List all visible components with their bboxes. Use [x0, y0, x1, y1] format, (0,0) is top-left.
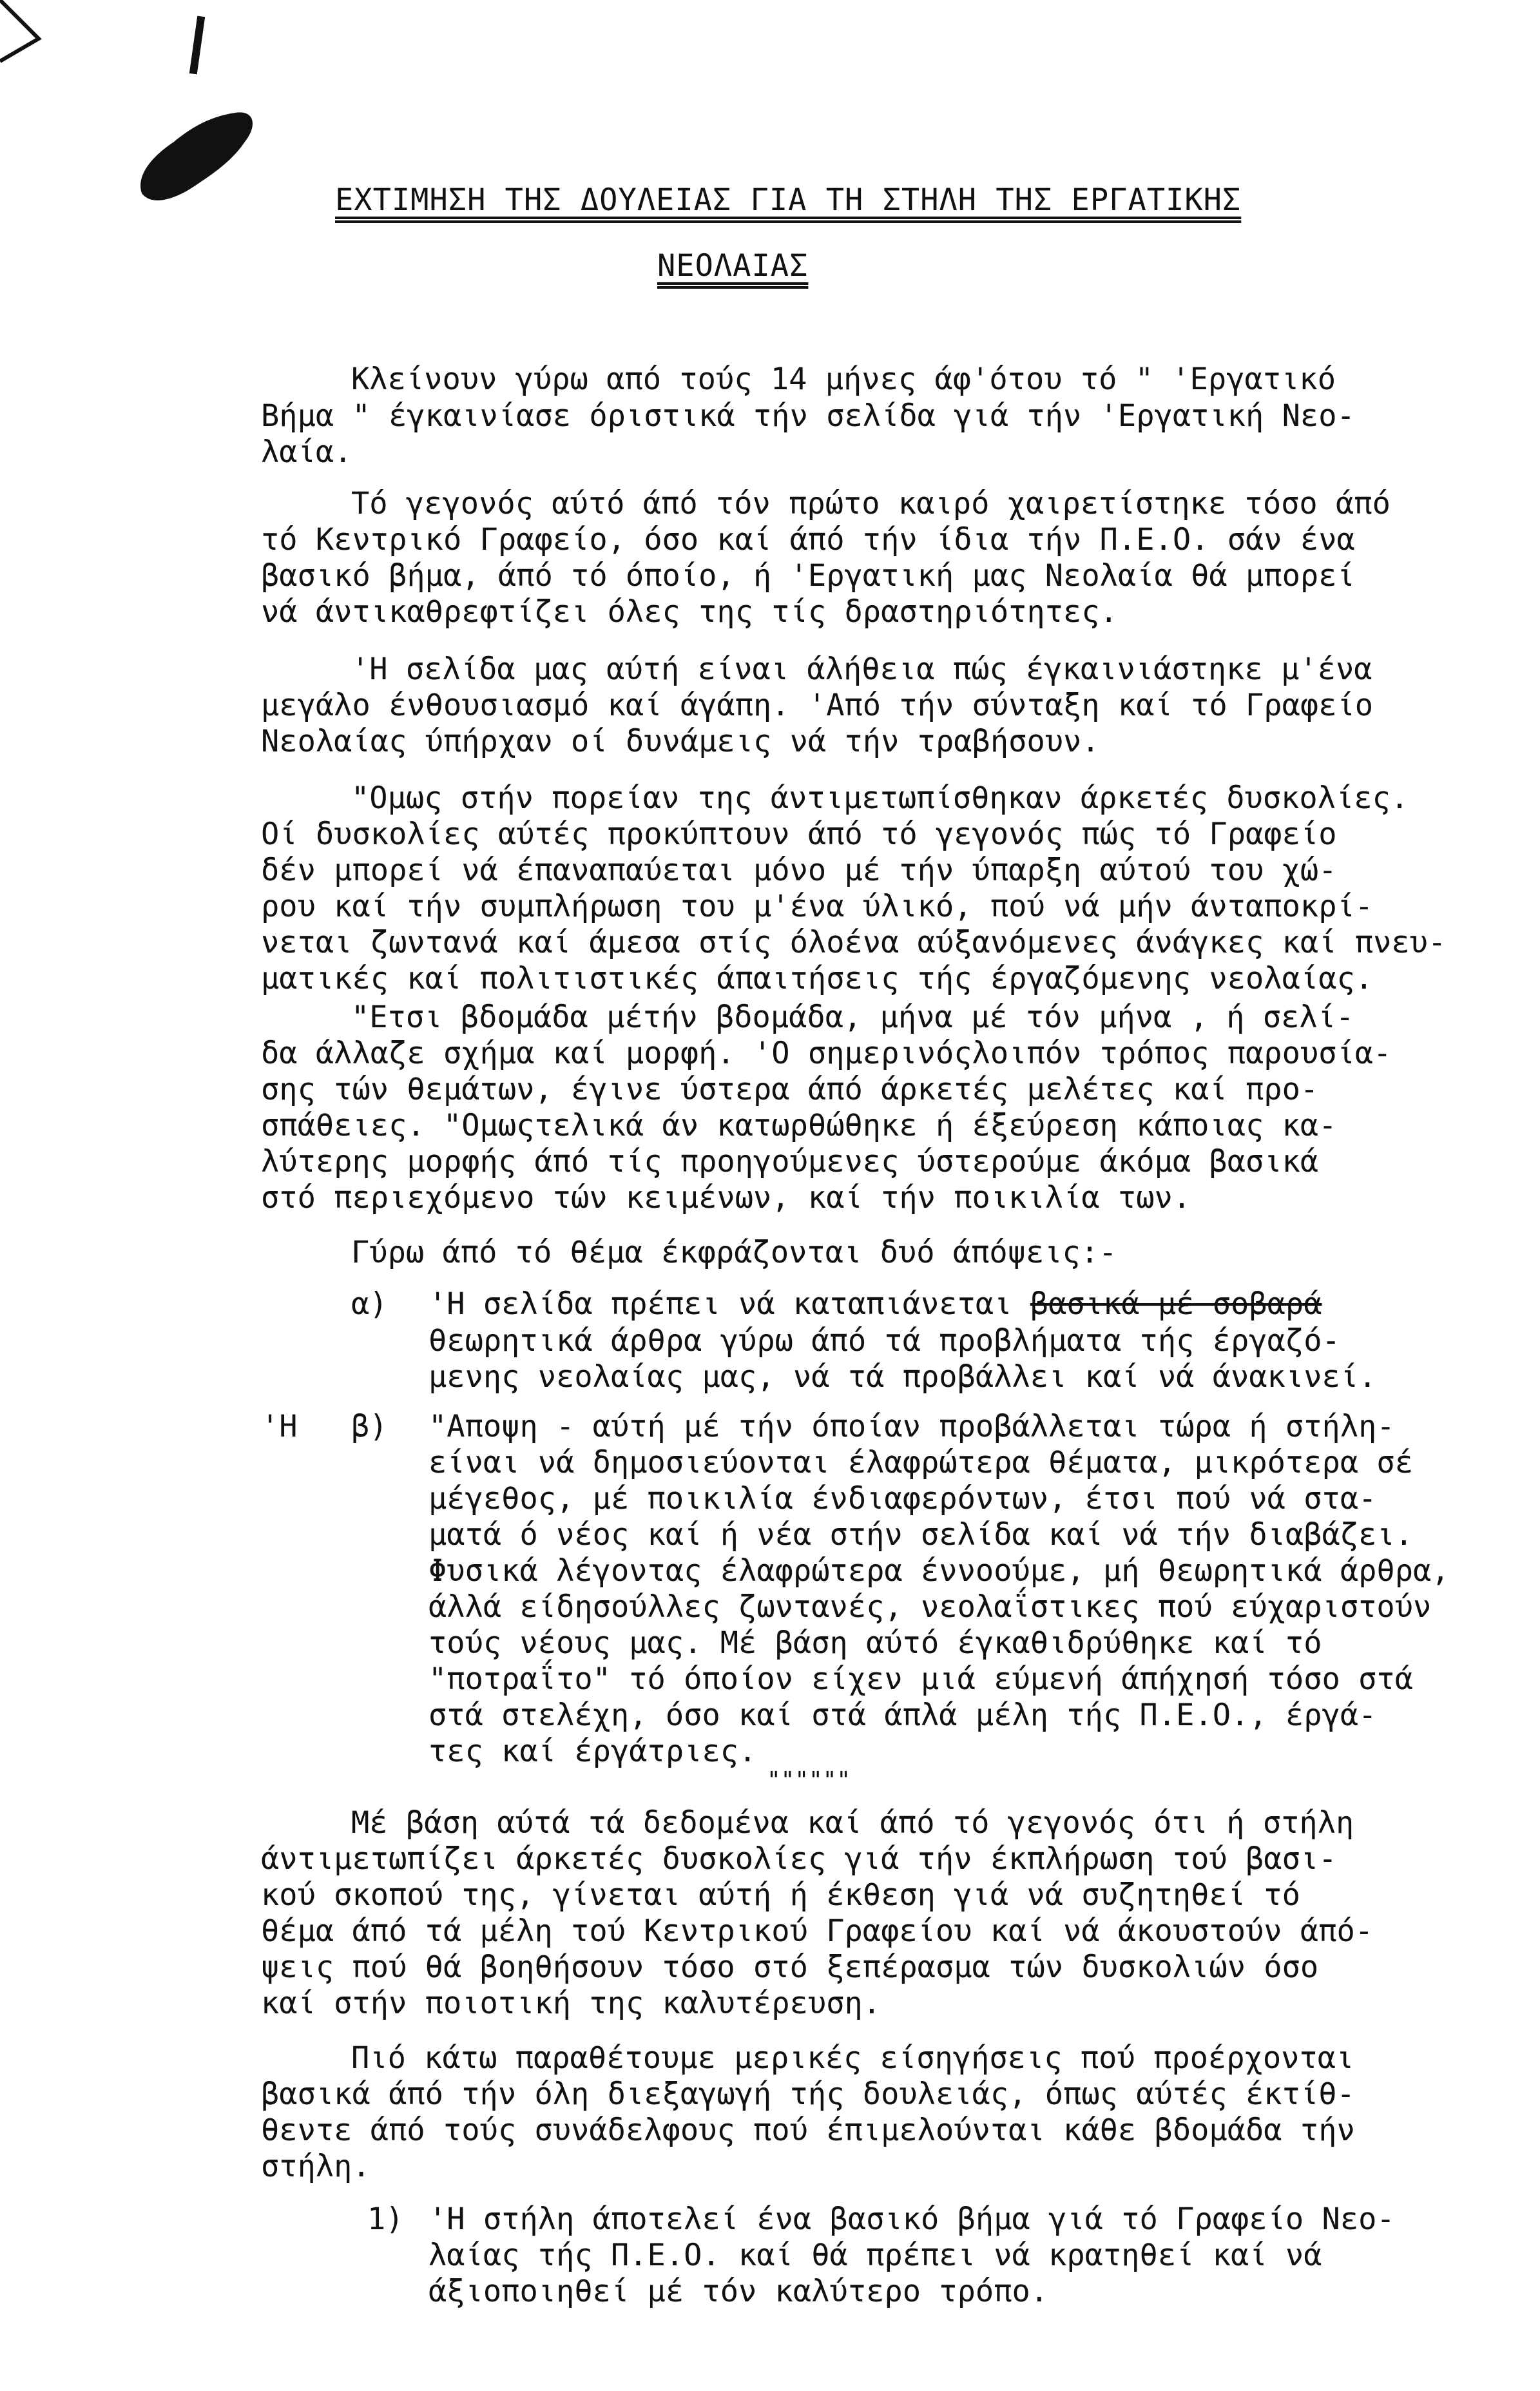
paragraph-line: στά στελέχη, όσο καί στά άπλά μέλη τής Π.Ε.Ο., έργά-: [428, 1698, 1377, 1733]
paragraph-line: ματά ό νέος καί ή νέα στήν σελίδα καί νά τήν διαβάζει.: [428, 1517, 1414, 1553]
paragraph-line: λύτερης μορφής άπό τίς προηγούμενες ύστερούμε άκόμα βασικά: [261, 1144, 1319, 1179]
paragraph-line: "ποτραΐτο" τό όποίον είχεν μιά εύμενή άπήχησή τόσο στά: [428, 1661, 1414, 1697]
document-title: ΕΧΤΙΜΗΣΗ ΤΗΣ ΔΟΥΛΕΙΑΣ ΓΙΑ ΤΗ ΣΤΗΛΗ ΤΗΣ ΕΡΓΑΤΙΚΗΣ: [335, 182, 1242, 218]
paragraph-line: μενης νεολαίας μας, νά τά προβάλλει καί νά άνακινεί.: [428, 1359, 1377, 1395]
paragraph-line: Κλείνουν γύρω από τούς 14 μήνες άφ'ότου τό " 'Εργατικό: [351, 362, 1336, 397]
paragraph-line: Γύρω άπό τό θέμα έκφράζονται δυό άπόψεις:-: [351, 1235, 1117, 1270]
paragraph-line: μεγάλο ένθουσιασμό καί άγάπη. 'Από τήν σύνταξη καί τό Γραφείο: [261, 688, 1374, 723]
paragraph-line: άντιμετωπίζει άρκετές δυσκολίες γιά τήν έκπλήρωση τού βασι-: [261, 1841, 1337, 1877]
paragraph-line: άξιοποιηθεί μέ τόν καλύτερο τρόπο.: [428, 2274, 1049, 2309]
paragraph-line: θεωρητικά άρθρα γύρω άπό τά προβλήματα τής έργαζό-: [428, 1323, 1340, 1359]
option-a-line: [428, 1286, 1322, 1322]
paragraph-line: "Ετσι βδομάδα μέτήν βδομάδα, μήνα μέ τόν μήνα , ή σελί-: [351, 1000, 1354, 1035]
paragraph-line: λαία.: [261, 434, 352, 470]
paragraph-line: στήλη.: [261, 2149, 371, 2184]
paragraph-line: τες καί έργάτριες.: [428, 1734, 757, 1769]
paragraph-line: καί στήν ποιοτική της καλυτέρευση.: [261, 1986, 881, 2021]
paragraph-line: Βήμα " έγκαινίασε όριστικά τήν σελίδα γιά τήν 'Εργατική Νεο-: [261, 398, 1355, 434]
paragraph-line: Οί δυσκολίες αύτές προκύπτουν άπό τό γεγονός πώς τό Γραφείο: [261, 817, 1337, 852]
paragraph-line: βασικό βήμα, άπό τό όποίο, ή 'Εργατική μας Νεολαία θά μπορεί: [261, 558, 1355, 594]
paragraph-line: βασικά άπό τήν όλη διεξαγωγή τής δουλειάς, όπως αύτές έκτίθ-: [261, 2076, 1355, 2112]
paragraph-line: Νεολαίας ύπήρχαν οί δυνάμεις νά τήν τραβήσουν.: [261, 724, 1100, 759]
separator-marks: """""": [767, 1767, 851, 1794]
option-b-marker: β): [351, 1409, 388, 1444]
paragraph-line: Μέ βάση αύτά τά δεδομένα καί άπό τό γεγονός ότι ή στήλη: [351, 1805, 1354, 1841]
paragraph-line: νεται ζωντανά καί άμεσα στίς όλοένα αύξανόμενες άνάγκες καί πνευ-: [261, 925, 1447, 960]
paragraph-line: "Αποψη - αύτή μέ τήν όποίαν προβάλλεται τώρα ή στήλη-: [428, 1409, 1395, 1444]
paragraph-line: νά άντικαθρεφτίζει όλες της τίς δραστηριότητες.: [261, 594, 1118, 630]
paragraph-line: 'Η στήλη άποτελεί ένα βασικό βήμα γιά τό Γραφείο Νεο-: [428, 2202, 1395, 2237]
scan-mark-stroke: [189, 16, 205, 75]
item-1-marker: 1): [367, 2202, 404, 2237]
paragraph-line: δέν μπορεί νά έπαναπαύεται μόνο μέ τήν ύπαρξη αύτού του χώ-: [261, 853, 1337, 888]
option-a-marker: α): [351, 1286, 388, 1322]
paragraph-line: λαίας τής Π.Ε.Ο. καί θά πρέπει νά κρατηθεί καί νά: [428, 2238, 1322, 2273]
paragraph-line: είναι νά δημοσιεύονται έλαφρώτερα θέματα, μικρότερα σέ: [428, 1445, 1414, 1480]
paragraph-line: Πιό κάτω παραθέτουμε μερικές είσηγήσεις πού προέρχονται: [351, 2040, 1354, 2076]
paragraph-line: θέμα άπό τά μέλη τού Κεντρικού Γραφείου καί νά άκουστούν άπό-: [261, 1913, 1374, 1949]
paragraph-line: Τό γεγονός αύτό άπό τόν πρώτο καιρό χαιρετίστηκε τόσο άπό: [351, 486, 1391, 521]
paragraph-line: σπάθειες. "Ομωςτελικά άν κατωρθώθηκε ή έξεύρεση κάποιας κα-: [261, 1108, 1337, 1143]
paragraph-line: θεντε άπό τούς συνάδελφους πού έπιμελούνται κάθε βδομάδα τήν: [261, 2113, 1355, 2148]
scan-mark-corner: [0, 0, 77, 71]
paragraph-line: τούς νέους μας. Μέ βάση αύτό έγκαθιδρύθηκε καί τό: [428, 1625, 1322, 1661]
paragraph-line: κού σκοπού της, γίνεται αύτή ή έκθεση γιά νά συζητηθεί τό: [261, 1877, 1300, 1913]
paragraph-line: ψεις πού θά βοηθήσουν τόσο στό ξεπέρασμα τών δυσκολιών όσο: [261, 1950, 1319, 1985]
document-title-line2: ΝΕΟΛΑΙΑΣ: [657, 248, 809, 284]
paragraph-line: μέγεθος, μέ ποικιλία ένδιαφερόντων, έτσι πού νά στα-: [428, 1481, 1377, 1516]
option-a-struck-text: βασικά μέ σοβαρά: [1030, 1286, 1322, 1322]
paragraph-line: στό περιεχόμενο τών κειμένων, καί τήν ποικιλία των.: [261, 1180, 1191, 1215]
paragraph-line: Φυσικά λέγοντας έλαφρώτερα έννοούμε, μή θεωρητικά άρθρα,: [428, 1553, 1450, 1589]
paragraph-line: 'Η σελίδα μας αύτή είναι άλήθεια πώς έγκαινιάστηκε μ'ένα: [351, 652, 1372, 687]
paragraph-line: "Ομως στήν πορείαν της άντιμετωπίσθηκαν άρκετές δυσκολίες.: [351, 780, 1409, 816]
paragraph-line: τό Κεντρικό Γραφείο, όσο καί άπό τήν ίδια τήν Π.Ε.Ο. σάν ένα: [261, 522, 1355, 557]
paragraph-line: δα άλλαζε σχήμα καί μορφή. 'Ο σημερινόςλοιπόν τρόπος παρουσία-: [261, 1036, 1392, 1071]
option-a-text: 'Η σελίδα πρέπει νά καταπιάνεται: [428, 1286, 1030, 1322]
paragraph-line: ρου καί τήν συμπλήρωση του μ'ένα ύλικό, πού νά μήν άνταποκρί-: [261, 889, 1374, 924]
option-b-prefix: 'Η: [261, 1409, 298, 1444]
paragraph-line: ματικές καί πολιτιστικές άπαιτήσεις τής έργαζόμενης νεολαίας.: [261, 961, 1374, 996]
paragraph-line: σης τών θεμάτων, έγινε ύστερα άπό άρκετές μελέτες καί προ-: [261, 1072, 1319, 1107]
scan-mark-blot: [129, 97, 264, 206]
paragraph-line: άλλά είδησούλλες ζωντανές, νεολαΐστικες πού εύχαριστούν: [428, 1589, 1432, 1625]
